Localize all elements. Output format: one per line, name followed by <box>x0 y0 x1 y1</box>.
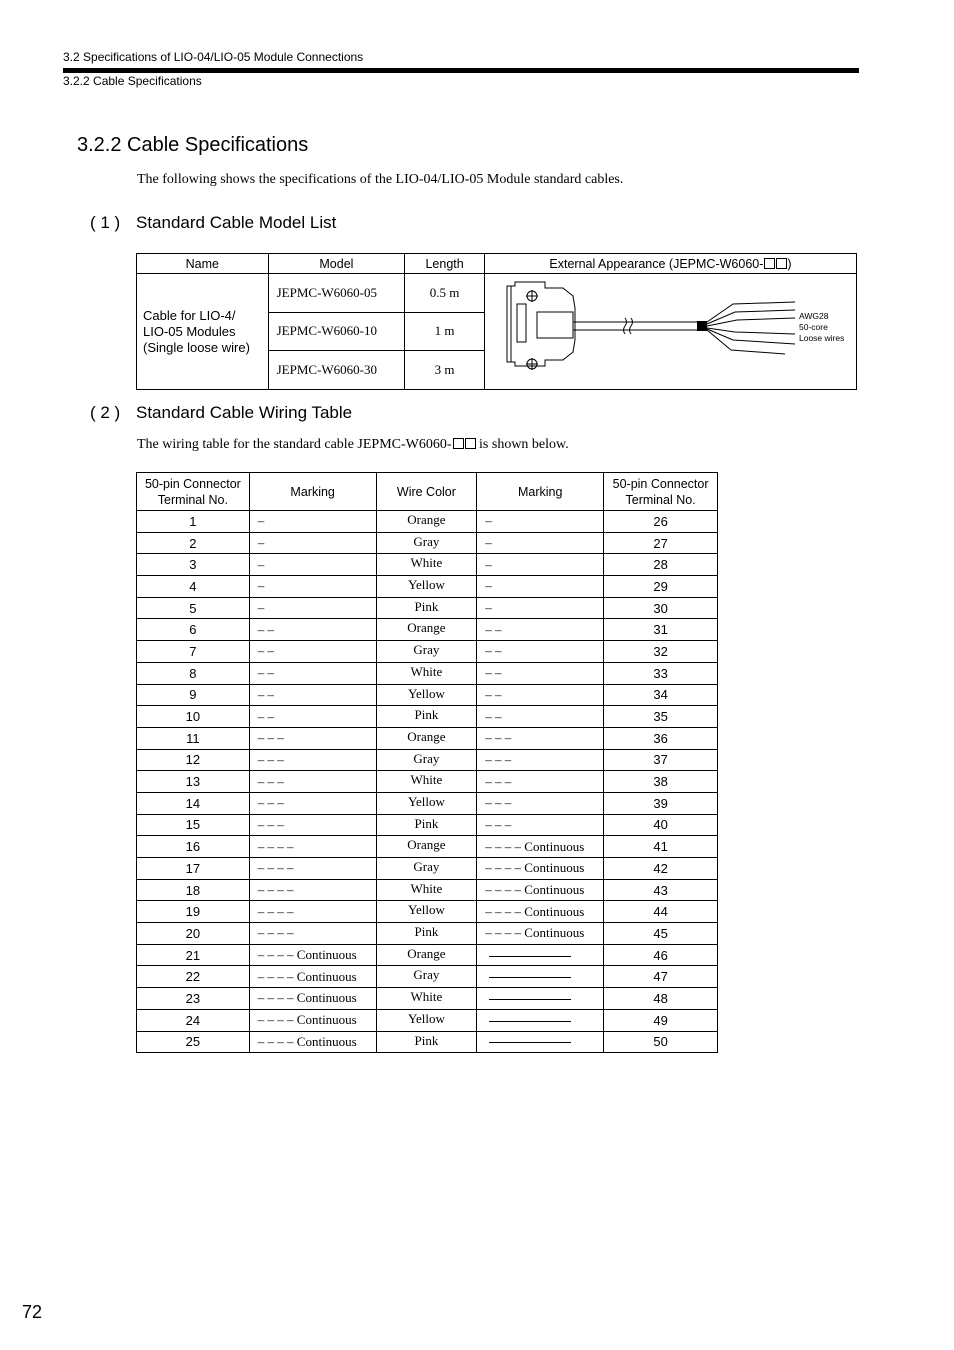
marking-a-cell: – – <box>249 619 376 641</box>
table-row <box>137 662 718 684</box>
marking-a-cell: – <box>249 576 376 598</box>
marking-a-cell: – – – – Continuous <box>249 1009 376 1031</box>
terminal-b-cell: 26 <box>604 511 718 533</box>
model-table-header <box>137 254 857 274</box>
table-row <box>137 879 718 901</box>
terminal-a-cell: 9 <box>137 684 250 706</box>
wire-label: Loose wires <box>798 333 845 343</box>
wire-color-cell: Pink <box>376 597 477 619</box>
terminal-a-cell: 22 <box>137 966 250 988</box>
header-marking-a: Marking <box>249 473 376 511</box>
marking-b-cell: – – <box>477 619 604 641</box>
marking-a-cell: – – <box>249 684 376 706</box>
terminal-b-cell: 42 <box>604 858 718 880</box>
wire-color-cell: White <box>376 879 477 901</box>
terminal-b-cell: 27 <box>604 532 718 554</box>
wiring-intro <box>137 437 569 453</box>
connector-hood <box>537 312 573 338</box>
marking-b-cell: – – – – Continuous <box>477 836 604 858</box>
marking-b-cell: – – – <box>477 792 604 814</box>
terminal-b-cell: 45 <box>604 923 718 945</box>
model-list-table <box>136 253 857 390</box>
table-row <box>137 858 718 880</box>
length-cell: 3 m <box>405 351 485 390</box>
terminal-b-cell: 35 <box>604 706 718 728</box>
marking-a-cell: – – <box>249 706 376 728</box>
wire-color-cell: Orange <box>376 727 477 749</box>
terminal-b-cell: 49 <box>604 1009 718 1031</box>
terminal-b-cell: 29 <box>604 576 718 598</box>
terminal-a-cell: 12 <box>137 749 250 771</box>
wire-label: 50-core <box>798 322 828 332</box>
terminal-b-cell: 43 <box>604 879 718 901</box>
marking-a-cell: – – – – <box>249 836 376 858</box>
wire-label: AWG28 <box>798 311 829 321</box>
cable-name <box>137 274 269 390</box>
marking-b-cell: – – – – Continuous <box>477 923 604 945</box>
wire-color-cell: Yellow <box>376 576 477 598</box>
header-wire-color: Wire Color <box>376 473 477 511</box>
wire-color-cell: Gray <box>376 966 477 988</box>
header-section-path: 3.2 Specifications of LIO-04/LIO-05 Module Connections <box>63 50 364 64</box>
terminal-b-cell: 28 <box>604 554 718 576</box>
wiring-title: Standard Cable Wiring Table <box>136 403 353 422</box>
table-row <box>137 901 718 923</box>
marking-a-cell: – – – <box>249 727 376 749</box>
marking-b-cell: – <box>477 532 604 554</box>
table-row <box>137 988 718 1010</box>
terminal-a-cell: 20 <box>137 923 250 945</box>
terminal-a-cell: 13 <box>137 771 250 793</box>
terminal-a-cell: 15 <box>137 814 250 836</box>
marking-b-cell: – <box>477 576 604 598</box>
terminal-b-cell: 37 <box>604 749 718 771</box>
terminal-b-cell: 34 <box>604 684 718 706</box>
terminal-b-cell: 31 <box>604 619 718 641</box>
loose-wire <box>707 302 795 322</box>
placeholder-box-icon <box>453 438 464 449</box>
wire-color-cell: Pink <box>376 1031 477 1053</box>
placeholder-box-icon <box>776 258 787 269</box>
terminal-b-cell: 41 <box>604 836 718 858</box>
marking-b-cell <box>477 1009 604 1031</box>
marking-a-cell: – – – – Continuous <box>249 944 376 966</box>
connector-pins <box>517 304 526 342</box>
header-rule <box>63 68 859 73</box>
cable-name-line: Cable for LIO-4/ <box>143 307 236 323</box>
marking-b-cell: – <box>477 554 604 576</box>
terminal-b-cell: 44 <box>604 901 718 923</box>
terminal-a-cell: 24 <box>137 1009 250 1031</box>
table-row <box>137 944 718 966</box>
header-subsection-path: 3.2.2 Cable Specifications <box>63 74 202 88</box>
table-row <box>137 576 718 598</box>
table-row <box>137 532 718 554</box>
marking-a-cell: – – – <box>249 814 376 836</box>
wiring-heading <box>90 403 352 423</box>
section-title: 3.2.2 Cable Specifications <box>77 134 309 156</box>
terminal-b-cell: 30 <box>604 597 718 619</box>
terminal-a-cell: 18 <box>137 879 250 901</box>
model-cell: JEPMC-W6060-05 <box>268 274 405 313</box>
wire-color-cell: White <box>376 554 477 576</box>
marking-a-cell: – – – – <box>249 923 376 945</box>
loose-wire <box>707 310 795 324</box>
wiring-intro-prefix: The wiring table for the standard cable JEPMC-W6060- <box>137 437 452 452</box>
terminal-a-cell: 5 <box>137 597 250 619</box>
marking-a-cell: – – – – Continuous <box>249 966 376 988</box>
header-terminal-b: 50-pin Connector Terminal No. <box>604 473 718 511</box>
model-list-heading <box>90 213 336 233</box>
wire-color-cell: Yellow <box>376 1009 477 1031</box>
placeholder-box-icon <box>764 258 775 269</box>
terminal-a-cell: 4 <box>137 576 250 598</box>
wire-color-cell: Pink <box>376 814 477 836</box>
table-row <box>137 749 718 771</box>
model-cell: JEPMC-W6060-30 <box>268 351 405 390</box>
marking-a-cell: – – – – <box>249 901 376 923</box>
cable-end <box>697 321 707 331</box>
wire-color-cell: White <box>376 662 477 684</box>
marking-b-cell: – – – <box>477 814 604 836</box>
table-row <box>137 923 718 945</box>
header-terminal-a: 50-pin Connector Terminal No. <box>137 473 250 511</box>
table-row <box>137 706 718 728</box>
cable-name-line: (Single loose wire) <box>143 339 250 355</box>
loose-wire <box>707 329 795 344</box>
marking-b-cell: – – – – Continuous <box>477 901 604 923</box>
marking-b-cell <box>477 988 604 1010</box>
wiring-table-header <box>137 473 718 511</box>
marking-b-cell: – – – <box>477 727 604 749</box>
model-list-number: ( 1 ) <box>90 213 121 232</box>
terminal-b-cell: 39 <box>604 792 718 814</box>
wiring-table-body <box>137 511 718 1053</box>
terminal-a-cell: 11 <box>137 727 250 749</box>
marking-b-cell: – – – – Continuous <box>477 858 604 880</box>
loose-wire <box>707 318 795 326</box>
length-cell: 1 m <box>405 312 485 351</box>
wire-color-cell: White <box>376 988 477 1010</box>
solid-line-marking <box>489 1021 571 1022</box>
appearance-prefix: External Appearance (JEPMC-W6060- <box>549 256 764 271</box>
terminal-a-cell: 7 <box>137 641 250 663</box>
break-mark-icon <box>623 318 626 334</box>
wire-color-cell: Orange <box>376 619 477 641</box>
terminal-b-cell: 36 <box>604 727 718 749</box>
terminal-b-cell: 38 <box>604 771 718 793</box>
appearance-suffix: ) <box>787 256 792 271</box>
terminal-a-cell: 14 <box>137 792 250 814</box>
terminal-a-cell: 25 <box>137 1031 250 1053</box>
wire-color-cell: Pink <box>376 706 477 728</box>
solid-line-marking <box>489 977 571 978</box>
terminal-a-cell: 21 <box>137 944 250 966</box>
model-cell: JEPMC-W6060-10 <box>268 312 405 351</box>
wire-color-cell: Yellow <box>376 792 477 814</box>
header-model: Model <box>268 254 405 274</box>
solid-line-marking <box>489 956 571 957</box>
marking-a-cell: – – – – <box>249 858 376 880</box>
marking-b-cell: – – <box>477 706 604 728</box>
wire-color-cell: Yellow <box>376 901 477 923</box>
header-length: Length <box>405 254 485 274</box>
loose-wire <box>707 328 795 334</box>
solid-line-marking <box>489 999 571 1000</box>
marking-b-cell: – – – <box>477 771 604 793</box>
marking-a-cell: – <box>249 554 376 576</box>
section-intro: The following shows the specifications of the LIO-04/LIO-05 Module standard cables. <box>137 172 624 187</box>
placeholder-box-icon <box>465 438 476 449</box>
page-number: 72 <box>22 1302 43 1322</box>
terminal-a-cell: 23 <box>137 988 250 1010</box>
cable-appearance <box>484 274 856 390</box>
terminal-b-cell: 46 <box>604 944 718 966</box>
table-row <box>137 684 718 706</box>
wire-color-cell: Yellow <box>376 684 477 706</box>
wire-color-cell: Gray <box>376 641 477 663</box>
table-row <box>137 641 718 663</box>
terminal-a-cell: 8 <box>137 662 250 684</box>
terminal-b-cell: 33 <box>604 662 718 684</box>
terminal-b-cell: 32 <box>604 641 718 663</box>
table-row <box>137 274 857 313</box>
cable-illustration <box>485 274 855 384</box>
marking-b-cell: – – <box>477 641 604 663</box>
terminal-a-cell: 1 <box>137 511 250 533</box>
marking-b-cell: – – – – Continuous <box>477 879 604 901</box>
wire-color-cell: Gray <box>376 532 477 554</box>
table-row <box>137 836 718 858</box>
wiring-number: ( 2 ) <box>90 403 121 422</box>
marking-a-cell: – – – – Continuous <box>249 1031 376 1053</box>
model-list-title: Standard Cable Model List <box>136 213 337 232</box>
length-cell: 0.5 m <box>405 274 485 313</box>
cable-name-line: LIO-05 Modules <box>143 323 236 339</box>
marking-b-cell <box>477 944 604 966</box>
marking-b-cell: – <box>477 511 604 533</box>
table-row <box>137 771 718 793</box>
table-row <box>137 966 718 988</box>
marking-b-cell: – <box>477 597 604 619</box>
terminal-b-cell: 40 <box>604 814 718 836</box>
terminal-a-cell: 16 <box>137 836 250 858</box>
terminal-a-cell: 17 <box>137 858 250 880</box>
table-row <box>137 511 718 533</box>
marking-b-cell: – – <box>477 684 604 706</box>
terminal-a-cell: 6 <box>137 619 250 641</box>
terminal-b-cell: 47 <box>604 966 718 988</box>
marking-a-cell: – – – – Continuous <box>249 988 376 1010</box>
wire-color-cell: Orange <box>376 511 477 533</box>
marking-a-cell: – – – <box>249 749 376 771</box>
header-appearance <box>484 254 856 274</box>
header-name: Name <box>137 254 269 274</box>
marking-a-cell: – <box>249 597 376 619</box>
marking-a-cell: – – – <box>249 792 376 814</box>
wire-color-cell: Gray <box>376 858 477 880</box>
marking-b-cell: – – – <box>477 749 604 771</box>
marking-a-cell: – – – <box>249 771 376 793</box>
wire-color-cell: White <box>376 771 477 793</box>
table-row <box>137 1009 718 1031</box>
table-row <box>137 792 718 814</box>
terminal-a-cell: 2 <box>137 532 250 554</box>
wire-color-cell: Gray <box>376 749 477 771</box>
marking-a-cell: – – <box>249 662 376 684</box>
terminal-a-cell: 3 <box>137 554 250 576</box>
table-row <box>137 814 718 836</box>
terminal-a-cell: 19 <box>137 901 250 923</box>
wire-color-cell: Pink <box>376 923 477 945</box>
solid-line-marking <box>489 1042 571 1043</box>
table-row <box>137 554 718 576</box>
terminal-b-cell: 50 <box>604 1031 718 1053</box>
table-row <box>137 597 718 619</box>
terminal-a-cell: 10 <box>137 706 250 728</box>
marking-b-cell <box>477 966 604 988</box>
marking-a-cell: – – <box>249 641 376 663</box>
marking-a-cell: – <box>249 532 376 554</box>
marking-a-cell: – <box>249 511 376 533</box>
wire-color-cell: Orange <box>376 836 477 858</box>
table-row <box>137 1031 718 1053</box>
marking-b-cell <box>477 1031 604 1053</box>
marking-a-cell: – – – – <box>249 879 376 901</box>
header-marking-b: Marking <box>477 473 604 511</box>
table-row <box>137 727 718 749</box>
marking-b-cell: – – <box>477 662 604 684</box>
wiring-intro-suffix: is shown below. <box>475 437 569 452</box>
terminal-b-cell: 48 <box>604 988 718 1010</box>
table-row <box>137 619 718 641</box>
wire-color-cell: Orange <box>376 944 477 966</box>
wiring-table <box>136 472 718 1053</box>
